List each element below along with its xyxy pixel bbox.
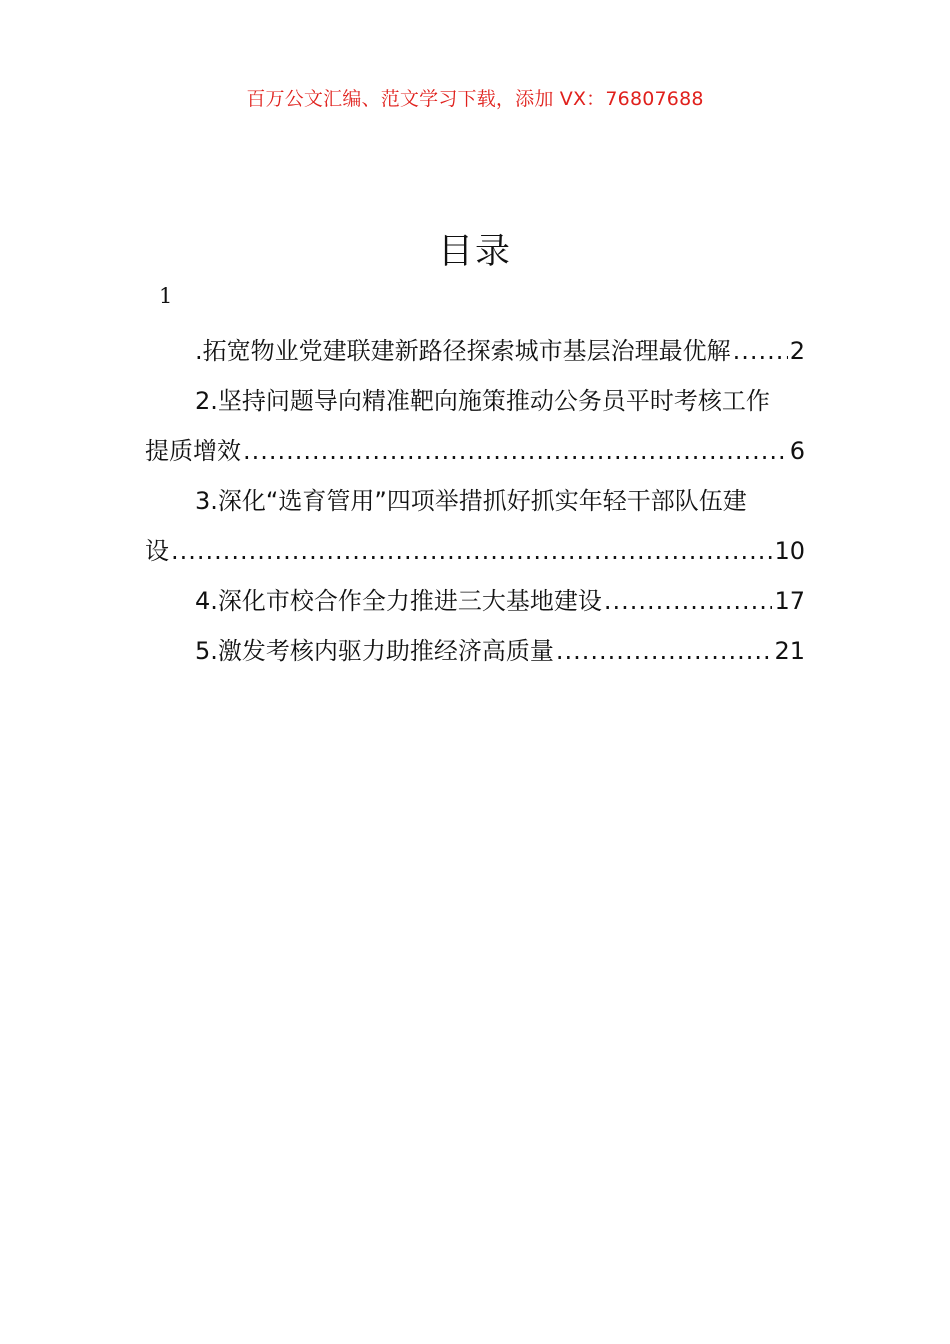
toc-entry-2-title-line1: 2.坚持问题导向精准靶向施策推动公务员平时考核工作 [195, 387, 770, 415]
toc-entry-3-leader [171, 526, 772, 576]
toc-entry-1-leader [733, 326, 788, 376]
toc-entry-3-title-line1: 3.深化“选育管用”四项举措抓好抓实年轻干部队伍建 [195, 487, 747, 515]
toc-marker: 1 [159, 284, 173, 308]
toc-entry-5-leader [556, 626, 773, 676]
toc-entry-4-page: 17 [774, 587, 805, 615]
toc-entry-3-continuation[interactable] [145, 526, 805, 576]
toc-entry-3-page: 10 [774, 537, 805, 565]
toc-entry-4[interactable] [145, 576, 805, 626]
toc-entry-2-leader [243, 426, 788, 476]
toc-entry-2[interactable] [145, 376, 805, 426]
table-of-contents [145, 326, 805, 676]
toc-entry-4-leader [604, 576, 773, 626]
toc-entry-5-title: 5.激发考核内驱力助推经济高质量 [195, 637, 554, 665]
toc-entry-3-title-line2: 设 [145, 537, 169, 565]
download-notice: 百万公文汇编、范文学习下载，添加 VX：76807688 [246, 88, 704, 110]
toc-title: 目录 [437, 232, 512, 272]
toc-entry-5[interactable] [145, 626, 805, 676]
toc-entry-1[interactable] [145, 326, 805, 376]
toc-entry-1-title: .拓宽物业党建联建新路径探索城市基层治理最优解 [195, 337, 731, 365]
toc-entry-5-page: 21 [774, 637, 805, 665]
toc-entry-2-continuation[interactable] [145, 426, 805, 476]
toc-entry-4-title: 4.深化市校合作全力推进三大基地建设 [195, 587, 602, 615]
toc-entry-2-page: 6 [789, 437, 805, 465]
toc-entry-3[interactable] [145, 476, 805, 526]
toc-entry-1-page: 2 [789, 337, 805, 365]
toc-entry-2-title-line2: 提质增效 [145, 437, 241, 465]
